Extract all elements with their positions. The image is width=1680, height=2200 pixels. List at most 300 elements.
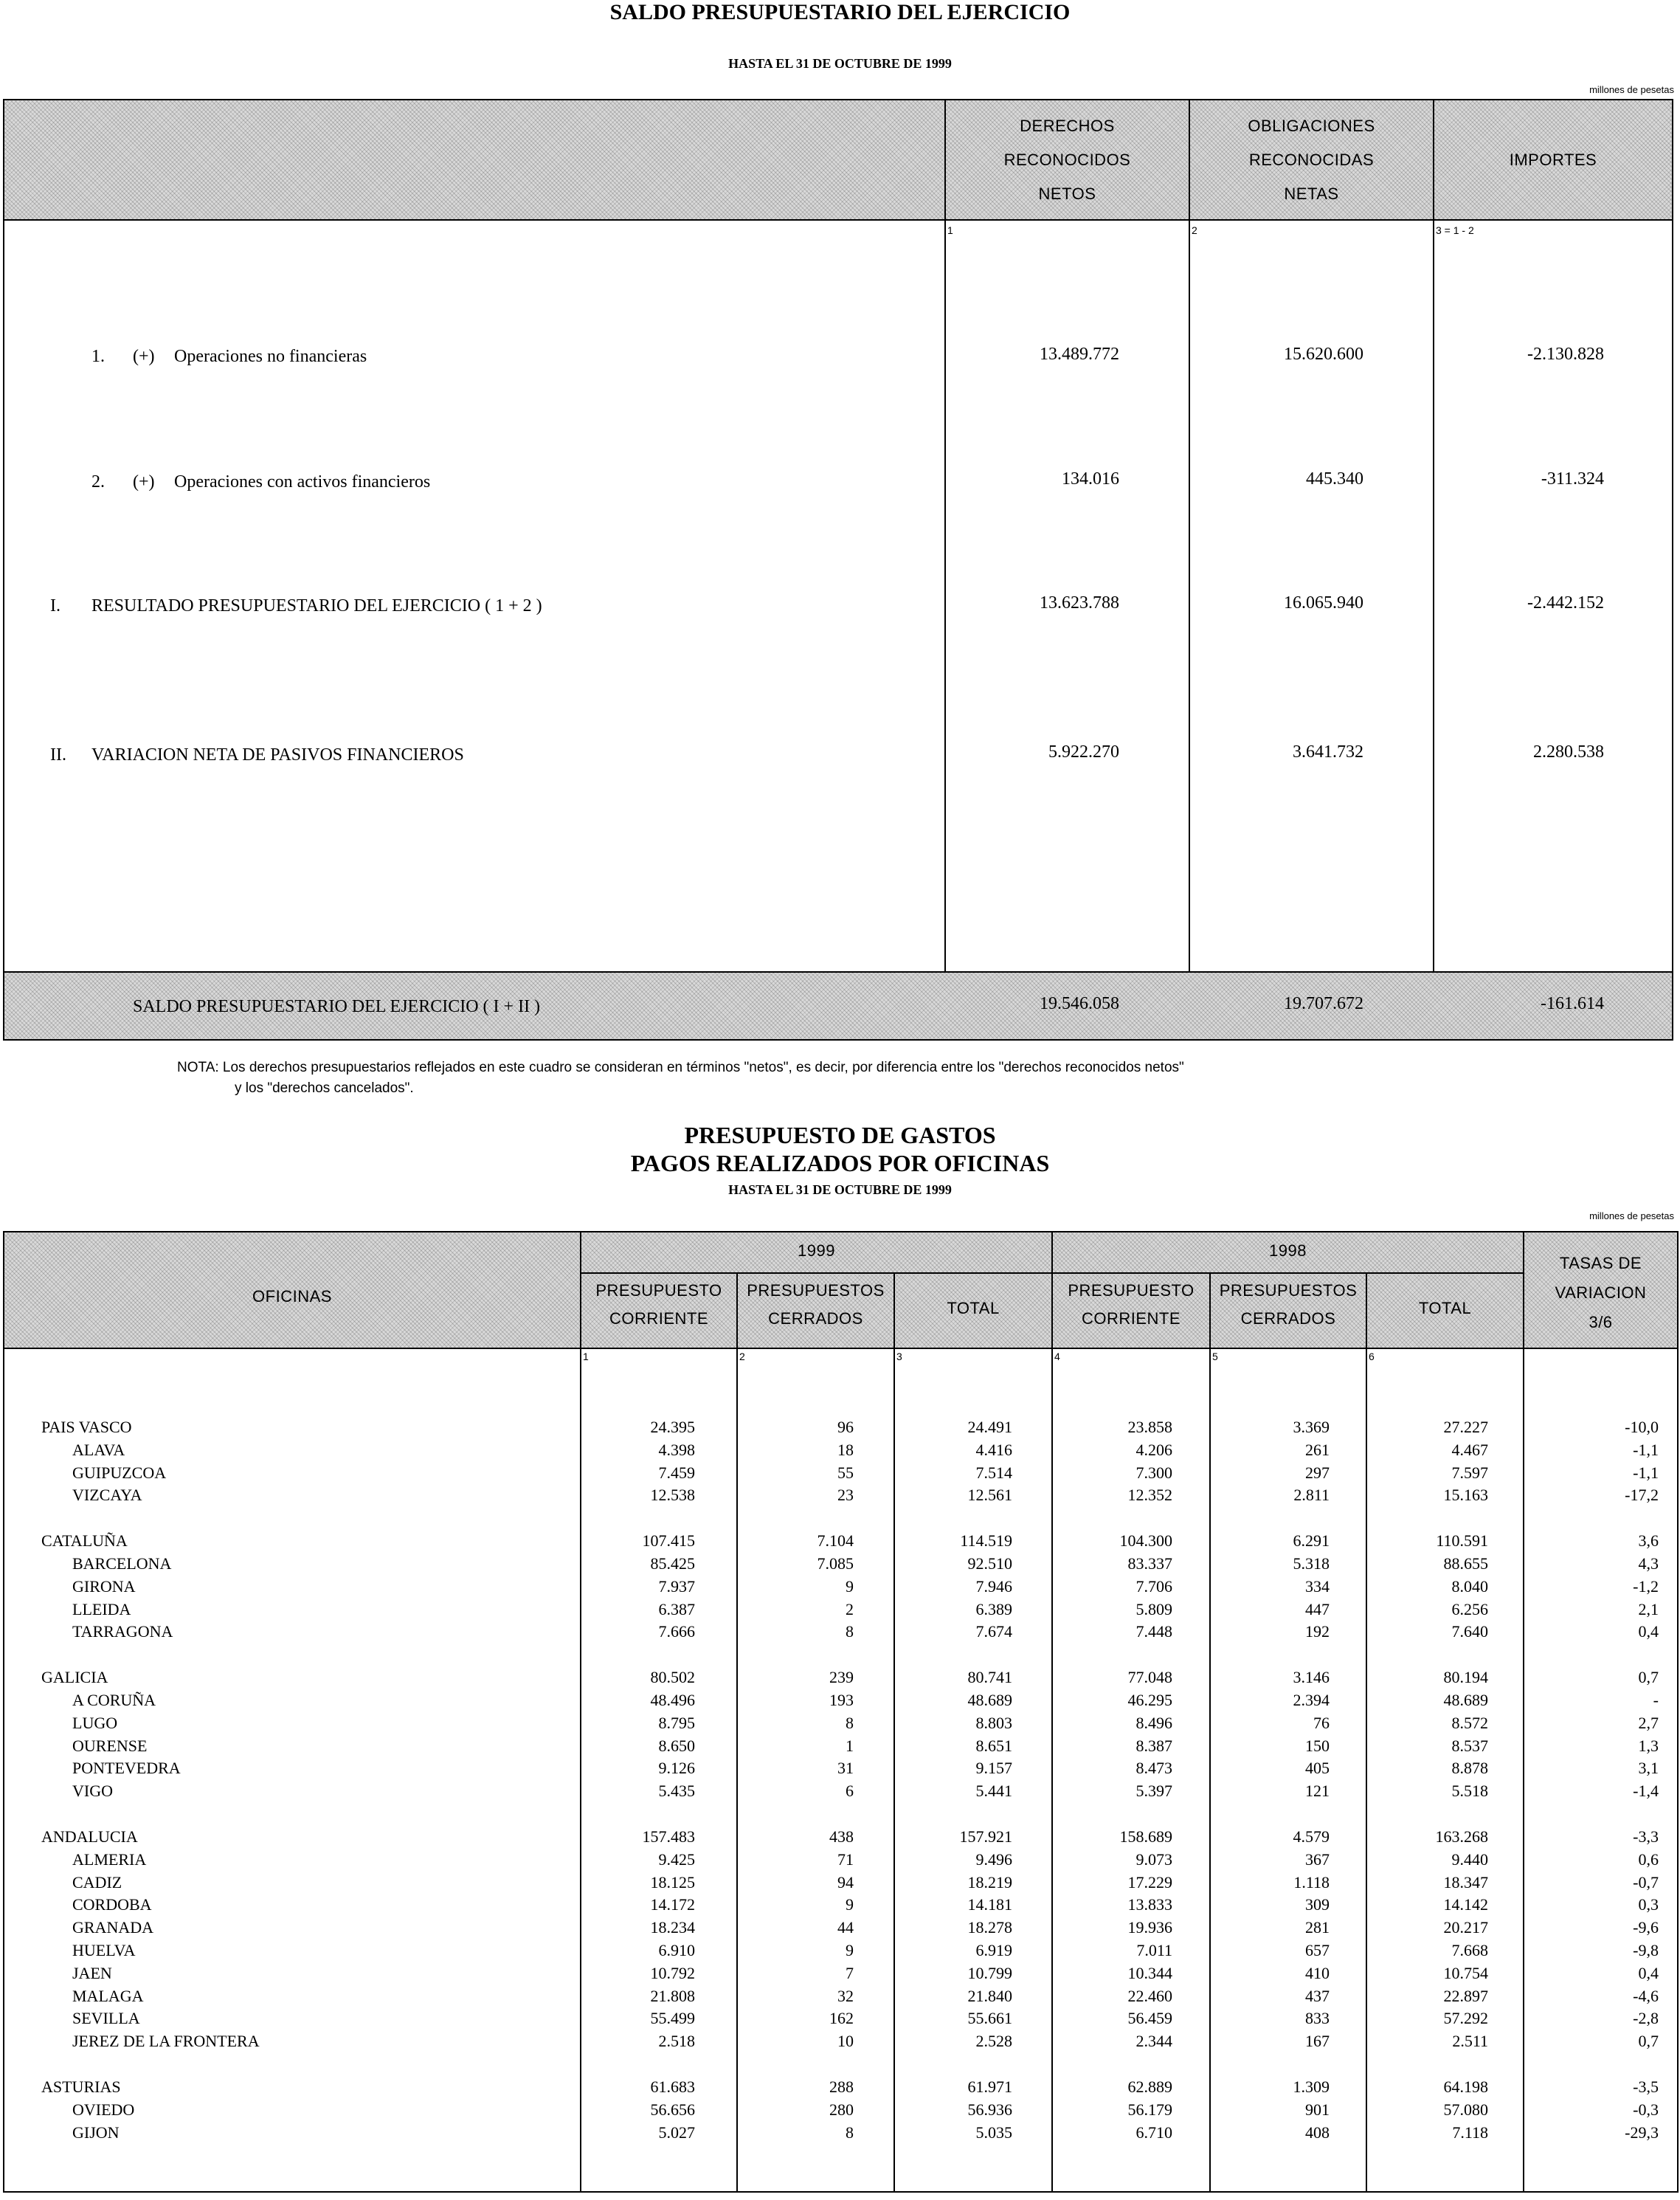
- cell-cerrados-1998: 167: [1305, 2032, 1330, 2051]
- office-name: HUELVA: [72, 1941, 136, 1959]
- row-value-derechos: 5.922.270: [1048, 742, 1119, 762]
- note-line-1: NOTA: Los derechos presupuestarios reflejados en este cuadro se consideran en términos "netos", es decir, por diferencia entre los "derechos reconocidos netos": [177, 1060, 1184, 1075]
- office-row: [0, 1962, 1680, 1985]
- cell-tasa-variacion: -1,1: [1633, 1463, 1659, 1482]
- cell-corriente-1999: 2.518: [658, 2032, 695, 2051]
- cell-total-1998: 7.640: [1451, 1622, 1488, 1641]
- cell-total-1998: 10.754: [1443, 1963, 1488, 1982]
- cell-corriente-1998: 7.011: [1136, 1941, 1172, 1959]
- col-number-5: 5: [1212, 1351, 1218, 1362]
- cell-corriente-1999: 9.425: [658, 1849, 695, 1869]
- region-name: GALICIA: [41, 1668, 108, 1687]
- cell-corriente-1998: 9.073: [1135, 1849, 1172, 1869]
- cell-cerrados-1998: 408: [1305, 2123, 1330, 2142]
- cell-cerrados-1998: 192: [1305, 1622, 1330, 1641]
- cell-cerrados-1999: 288: [829, 2077, 854, 2096]
- cell-total-1999: 7.946: [975, 1576, 1012, 1596]
- office-name: OURENSE: [72, 1736, 148, 1755]
- office-name: JAEN: [72, 1963, 112, 1982]
- cell-total-1998: 18.347: [1443, 1872, 1488, 1892]
- office-name: TARRAGONA: [72, 1622, 173, 1641]
- region-name: CATALUÑA: [41, 1531, 128, 1551]
- cell-cerrados-1999: 10: [837, 2032, 854, 2051]
- office-row: [0, 1483, 1680, 1506]
- cell-total-1998: 15.163: [1443, 1486, 1488, 1505]
- cell-tasa-variacion: -29,3: [1625, 2123, 1659, 2142]
- cell-corriente-1999: 55.499: [650, 2009, 695, 2028]
- office-row: [0, 1575, 1680, 1598]
- header-corriente-1999: PRESUPUESTO CORRIENTE: [595, 1281, 722, 1328]
- office-name: GRANADA: [72, 1918, 153, 1937]
- cell-corriente-1998: 10.344: [1127, 1963, 1172, 1982]
- cell-corriente-1999: 7.937: [658, 1576, 695, 1596]
- region-name: PAIS VASCO: [41, 1418, 132, 1436]
- cell-total-1998: 6.256: [1451, 1599, 1488, 1618]
- office-name: VIZCAYA: [72, 1486, 142, 1505]
- cell-tasa-variacion: -4,6: [1633, 1986, 1659, 2005]
- cell-corriente-1998: 83.337: [1127, 1554, 1172, 1573]
- office-name: CORDOBA: [72, 1895, 152, 1914]
- cell-total-1999: 157.921: [959, 1827, 1012, 1846]
- row-value-importes: -2.442.152: [1527, 593, 1604, 613]
- region-row: [0, 1825, 1680, 1848]
- header-cerrados-1998: PRESUPUESTOS CERRADOS: [1219, 1281, 1358, 1328]
- cell-cerrados-1998: 6.291: [1293, 1531, 1330, 1551]
- cell-cerrados-1999: 7.104: [817, 1531, 854, 1551]
- col-number-3: 3 = 1 - 2: [1436, 224, 1474, 236]
- cell-tasa-variacion: 3,1: [1638, 1759, 1659, 1778]
- cell-total-1999: 8.803: [975, 1713, 1012, 1732]
- cell-cerrados-1999: 9: [846, 1895, 854, 1914]
- cell-cerrados-1999: 193: [829, 1691, 854, 1709]
- total-value-importes: -161.614: [1541, 994, 1604, 1013]
- cell-corriente-1998: 62.889: [1127, 2077, 1172, 2096]
- cell-tasa-variacion: -3,5: [1633, 2077, 1659, 2096]
- region-row: [0, 1666, 1680, 1689]
- cell-corriente-1998: 158.689: [1119, 1827, 1172, 1846]
- cell-total-1999: 92.510: [967, 1554, 1012, 1573]
- cell-corriente-1998: 5.397: [1135, 1782, 1172, 1801]
- office-row: [0, 1893, 1680, 1916]
- cell-tasa-variacion: -9,8: [1633, 1941, 1659, 1959]
- row-value-importes: -2.130.828: [1527, 345, 1604, 364]
- cell-cerrados-1999: 6: [846, 1782, 854, 1801]
- cell-cerrados-1999: 7.085: [817, 1554, 854, 1573]
- cell-total-1999: 4.416: [975, 1440, 1012, 1459]
- row-label: VARIACION NETA DE PASIVOS FINANCIEROS: [91, 745, 464, 765]
- cell-cerrados-1999: 8: [846, 1622, 854, 1641]
- cell-cerrados-1998: 833: [1305, 2009, 1330, 2028]
- cell-total-1999: 10.799: [967, 1963, 1012, 1982]
- cell-total-1998: 7.118: [1452, 2123, 1488, 2142]
- cell-cerrados-1998: 3.369: [1293, 1418, 1330, 1436]
- cell-tasa-variacion: 2,7: [1638, 1713, 1659, 1732]
- row-value-derechos: 13.489.772: [1040, 345, 1119, 364]
- office-name: PONTEVEDRA: [72, 1759, 181, 1778]
- cell-cerrados-1998: 261: [1305, 1440, 1330, 1459]
- cell-cerrados-1998: 4.579: [1293, 1827, 1330, 1846]
- cell-cerrados-1998: 901: [1305, 2100, 1330, 2119]
- office-name: OVIEDO: [72, 2100, 135, 2119]
- col-number-4: 4: [1054, 1351, 1060, 1362]
- office-row: [0, 1711, 1680, 1734]
- cell-cerrados-1998: 657: [1305, 1941, 1330, 1959]
- row-value-importes: 2.280.538: [1533, 742, 1604, 762]
- cell-tasa-variacion: 0,4: [1638, 1963, 1659, 1982]
- cell-cerrados-1999: 44: [837, 1918, 854, 1937]
- cell-total-1999: 5.441: [975, 1782, 1012, 1801]
- cell-cerrados-1998: 437: [1305, 1986, 1330, 2005]
- cell-cerrados-1998: 297: [1305, 1463, 1330, 1482]
- cell-tasa-variacion: 3,6: [1638, 1531, 1659, 1551]
- cell-cerrados-1998: 405: [1305, 1759, 1330, 1778]
- cell-total-1999: 6.919: [975, 1941, 1012, 1959]
- region-name: ANDALUCIA: [41, 1827, 138, 1846]
- cell-total-1998: 64.198: [1443, 2077, 1488, 2096]
- cell-corriente-1999: 4.398: [658, 1440, 695, 1459]
- cell-total-1998: 27.227: [1443, 1418, 1488, 1436]
- cell-corriente-1998: 46.295: [1127, 1691, 1172, 1709]
- office-row: [0, 1689, 1680, 1711]
- cell-total-1998: 57.080: [1443, 2100, 1488, 2119]
- cell-cerrados-1999: 280: [829, 2100, 854, 2119]
- cell-total-1998: 14.142: [1443, 1895, 1488, 1914]
- cell-cerrados-1999: 9: [846, 1941, 854, 1959]
- cell-corriente-1999: 6.910: [658, 1941, 695, 1959]
- cell-total-1998: 110.591: [1436, 1531, 1488, 1551]
- cell-tasa-variacion: -9,6: [1633, 1918, 1659, 1937]
- cell-cerrados-1998: 2.811: [1293, 1486, 1330, 1505]
- total-value-obligaciones: 19.707.672: [1284, 994, 1363, 1013]
- col-number-2: 2: [1192, 224, 1197, 236]
- office-row: [0, 1779, 1680, 1802]
- row-number: 2.: [91, 472, 105, 492]
- cell-cerrados-1999: 2: [846, 1599, 854, 1618]
- cell-total-1998: 7.668: [1451, 1941, 1488, 1959]
- region-name: ASTURIAS: [41, 2077, 121, 2096]
- cell-corriente-1998: 8.496: [1135, 1713, 1172, 1732]
- cell-cerrados-1998: 1.118: [1293, 1872, 1330, 1892]
- row-value-derechos: 134.016: [1062, 469, 1119, 489]
- cell-total-1999: 18.278: [967, 1918, 1012, 1937]
- row-number: 1.: [91, 347, 105, 366]
- cell-corriente-1998: 2.344: [1135, 2032, 1172, 2051]
- total-value-derechos: 19.546.058: [1040, 994, 1119, 1013]
- office-row: [0, 1916, 1680, 1939]
- header-total-1998: TOTAL: [1418, 1299, 1472, 1317]
- cell-total-1999: 24.491: [967, 1418, 1012, 1436]
- cell-corriente-1998: 4.206: [1135, 1440, 1172, 1459]
- cell-total-1998: 8.537: [1451, 1736, 1488, 1755]
- region-row: [0, 1415, 1680, 1438]
- office-name: JEREZ DE LA FRONTERA: [72, 2032, 260, 2051]
- gastos-title-2: PAGOS REALIZADOS POR OFICINAS: [630, 1150, 1050, 1176]
- office-name: LLEIDA: [72, 1599, 131, 1618]
- gastos-title: PRESUPUESTO DE GASTOS: [684, 1122, 996, 1148]
- cell-corriente-1998: 7.300: [1135, 1463, 1172, 1482]
- cell-total-1998: 163.268: [1435, 1827, 1488, 1846]
- cell-cerrados-1998: 5.318: [1293, 1554, 1330, 1573]
- office-name: ALMERIA: [72, 1849, 147, 1869]
- saldo-unit: millones de pesetas: [1589, 84, 1674, 95]
- col-number-1: 1: [947, 224, 953, 236]
- cell-cerrados-1998: 3.146: [1293, 1668, 1330, 1687]
- cell-cerrados-1999: 239: [829, 1668, 854, 1687]
- cell-tasa-variacion: 0,3: [1638, 1895, 1659, 1914]
- cell-corriente-1999: 24.395: [650, 1418, 695, 1436]
- cell-tasa-variacion: -10,0: [1625, 1418, 1659, 1436]
- cell-corriente-1999: 8.795: [658, 1713, 695, 1732]
- gastos-subtitle: HASTA EL 31 DE OCTUBRE DE 1999: [728, 1182, 952, 1197]
- office-name: SEVILLA: [72, 2009, 140, 2028]
- cell-total-1998: 4.467: [1451, 1440, 1488, 1459]
- cell-corriente-1998: 7.448: [1135, 1622, 1172, 1641]
- cell-corriente-1999: 6.387: [658, 1599, 695, 1618]
- cell-total-1998: 80.194: [1443, 1668, 1488, 1687]
- cell-total-1998: 2.511: [1452, 2032, 1488, 2051]
- cell-cerrados-1998: 309: [1305, 1895, 1330, 1914]
- cell-corriente-1999: 48.496: [650, 1691, 695, 1709]
- cell-total-1998: 88.655: [1443, 1554, 1488, 1573]
- row-value-importes: -311.324: [1541, 469, 1604, 489]
- region-row: [0, 2075, 1680, 2098]
- office-row: [0, 1461, 1680, 1484]
- cell-total-1998: 8.040: [1451, 1576, 1488, 1596]
- cell-cerrados-1999: 9: [846, 1576, 854, 1596]
- col-number-3: 3: [896, 1351, 902, 1362]
- office-row: [0, 1939, 1680, 1962]
- office-row: [0, 2030, 1680, 2052]
- cell-total-1999: 5.035: [975, 2123, 1012, 2142]
- office-name: MALAGA: [72, 1986, 144, 2005]
- cell-total-1999: 80.741: [967, 1668, 1012, 1687]
- saldo-subtitle: HASTA EL 31 DE OCTUBRE DE 1999: [728, 56, 952, 71]
- header-total-1999: TOTAL: [947, 1299, 1000, 1317]
- cell-corriente-1998: 7.706: [1135, 1576, 1172, 1596]
- cell-tasa-variacion: 0,7: [1638, 2032, 1659, 2051]
- cell-cerrados-1998: 150: [1305, 1736, 1330, 1755]
- cell-tasa-variacion: -3,3: [1633, 1827, 1659, 1846]
- office-name: GIJON: [72, 2123, 120, 2142]
- cell-cerrados-1999: 23: [837, 1486, 854, 1505]
- cell-corriente-1998: 6.710: [1135, 2123, 1172, 2142]
- cell-total-1998: 8.878: [1451, 1759, 1488, 1778]
- cell-cerrados-1999: 162: [829, 2009, 854, 2028]
- cell-total-1999: 61.971: [967, 2077, 1012, 2096]
- cell-corriente-1999: 157.483: [642, 1827, 695, 1846]
- cell-tasa-variacion: -0,3: [1633, 2100, 1659, 2119]
- cell-tasa-variacion: 2,1: [1638, 1599, 1659, 1618]
- cell-corriente-1999: 5.435: [658, 1782, 695, 1801]
- cell-total-1998: 20.217: [1443, 1918, 1488, 1937]
- office-row: [0, 1985, 1680, 2007]
- cell-corriente-1999: 56.656: [650, 2100, 695, 2119]
- cell-tasa-variacion: -1,4: [1633, 1782, 1659, 1801]
- cell-total-1998: 22.897: [1443, 1986, 1488, 2005]
- gastos-unit: millones de pesetas: [1589, 1210, 1674, 1221]
- cell-total-1998: 9.440: [1451, 1849, 1488, 1869]
- cell-corriente-1998: 5.809: [1135, 1599, 1172, 1618]
- cell-total-1999: 48.689: [967, 1691, 1012, 1709]
- saldo-table: [3, 99, 1673, 1041]
- cell-cerrados-1999: 31: [837, 1759, 854, 1778]
- row-value-obligaciones: 3.641.732: [1293, 742, 1363, 762]
- header-cerrados-1999: PRESUPUESTOS CERRADOS: [747, 1281, 885, 1328]
- cell-corriente-1998: 17.229: [1127, 1872, 1172, 1892]
- cell-cerrados-1999: 55: [837, 1463, 854, 1482]
- row-label: Operaciones no financieras: [174, 347, 367, 366]
- cell-corriente-1998: 13.833: [1127, 1895, 1172, 1914]
- cell-corriente-1999: 18.234: [650, 1918, 695, 1937]
- office-name: A CORUÑA: [72, 1691, 156, 1709]
- cell-total-1999: 7.514: [975, 1463, 1012, 1482]
- office-row: [0, 2007, 1680, 2030]
- cell-corriente-1999: 10.792: [650, 1963, 695, 1982]
- cell-tasa-variacion: 1,3: [1638, 1736, 1659, 1755]
- cell-cerrados-1998: 367: [1305, 1849, 1330, 1869]
- office-name: ALAVA: [72, 1440, 125, 1459]
- cell-total-1999: 12.561: [967, 1486, 1012, 1505]
- cell-cerrados-1999: 7: [846, 1963, 854, 1982]
- cell-total-1999: 6.389: [975, 1599, 1012, 1618]
- cell-corriente-1999: 85.425: [650, 1554, 695, 1573]
- cell-corriente-1999: 107.415: [642, 1531, 695, 1551]
- cell-total-1999: 9.496: [975, 1849, 1012, 1869]
- cell-cerrados-1998: 1.309: [1293, 2077, 1330, 2096]
- cell-cerrados-1998: 281: [1305, 1918, 1330, 1937]
- cell-cerrados-1998: 410: [1305, 1963, 1330, 1982]
- cell-total-1999: 14.181: [967, 1895, 1012, 1914]
- cell-corriente-1999: 7.666: [658, 1622, 695, 1641]
- office-row: [0, 1598, 1680, 1621]
- cell-tasa-variacion: -2,8: [1633, 2009, 1659, 2028]
- header-corriente-1998: PRESUPUESTO CORRIENTE: [1068, 1281, 1195, 1328]
- cell-total-1999: 21.840: [967, 1986, 1012, 2005]
- cell-total-1999: 2.528: [975, 2032, 1012, 2051]
- office-row: [0, 1756, 1680, 1779]
- cell-tasa-variacion: -17,2: [1625, 1486, 1659, 1505]
- cell-total-1999: 114.519: [960, 1531, 1012, 1551]
- cell-cerrados-1999: 8: [846, 2123, 854, 2142]
- cell-tasa-variacion: 0,4: [1638, 1622, 1659, 1641]
- office-row: [0, 1871, 1680, 1894]
- header-tasas: TASAS DE VARIACION 3/6: [1555, 1254, 1647, 1331]
- cell-tasa-variacion: 0,7: [1638, 1668, 1659, 1687]
- cell-total-1999: 7.674: [975, 1622, 1012, 1641]
- col-number-2: 2: [739, 1351, 745, 1362]
- office-name: LUGO: [72, 1713, 118, 1732]
- row-label: RESULTADO PRESUPUESTARIO DEL EJERCICIO ( 1 + 2 ): [91, 596, 542, 615]
- cell-corriente-1999: 5.027: [658, 2123, 695, 2142]
- row-sign: (+): [133, 347, 155, 366]
- cell-total-1998: 7.597: [1451, 1463, 1488, 1482]
- cell-corriente-1998: 12.352: [1127, 1486, 1172, 1505]
- cell-tasa-variacion: 0,6: [1638, 1849, 1659, 1869]
- office-name: GIRONA: [72, 1576, 136, 1596]
- region-row: [0, 1529, 1680, 1552]
- cell-cerrados-1998: 121: [1305, 1782, 1330, 1801]
- office-name: VIGO: [72, 1782, 113, 1801]
- cell-total-1998: 8.572: [1451, 1713, 1488, 1732]
- cell-cerrados-1999: 32: [837, 1986, 854, 2005]
- note-line-2: y los "derechos cancelados".: [235, 1080, 414, 1096]
- row-sign: (+): [133, 472, 155, 492]
- cell-corriente-1998: 77.048: [1127, 1668, 1172, 1687]
- cell-corriente-1999: 21.808: [650, 1986, 695, 2005]
- col-number-1: 1: [583, 1351, 589, 1362]
- header-year-1998: 1998: [1269, 1241, 1307, 1260]
- header-importes: IMPORTES: [1509, 151, 1597, 169]
- cell-total-1998: 5.518: [1451, 1782, 1488, 1801]
- office-name: GUIPUZCOA: [72, 1463, 167, 1482]
- cell-cerrados-1999: 18: [837, 1440, 854, 1459]
- cell-total-1999: 8.651: [975, 1736, 1012, 1755]
- header-derechos: DERECHOS RECONOCIDOS NETOS: [1003, 117, 1131, 203]
- cell-cerrados-1999: 94: [837, 1872, 854, 1892]
- cell-tasa-variacion: 4,3: [1638, 1554, 1659, 1573]
- cell-cerrados-1999: 1: [846, 1736, 854, 1755]
- cell-cerrados-1999: 438: [829, 1827, 854, 1846]
- cell-corriente-1999: 7.459: [658, 1463, 695, 1482]
- office-name: BARCELONA: [72, 1554, 172, 1573]
- cell-tasa-variacion: -0,7: [1633, 1872, 1659, 1892]
- office-row: [0, 1620, 1680, 1643]
- cell-total-1999: 18.219: [967, 1872, 1012, 1892]
- cell-cerrados-1999: 96: [837, 1418, 854, 1436]
- cell-corriente-1998: 56.179: [1127, 2100, 1172, 2119]
- cell-corriente-1999: 14.172: [650, 1895, 695, 1914]
- col-number-6: 6: [1369, 1351, 1375, 1362]
- row-number: II.: [50, 745, 66, 765]
- row-value-obligaciones: 15.620.600: [1284, 345, 1363, 364]
- cell-corriente-1999: 12.538: [650, 1486, 695, 1505]
- header-oficinas: OFICINAS: [252, 1287, 332, 1306]
- cell-tasa-variacion: -1,1: [1633, 1440, 1659, 1459]
- cell-cerrados-1998: 2.394: [1293, 1691, 1330, 1709]
- office-name: CADIZ: [72, 1872, 122, 1892]
- cell-corriente-1998: 56.459: [1127, 2009, 1172, 2028]
- cell-corriente-1998: 8.387: [1135, 1736, 1172, 1755]
- cell-cerrados-1998: 334: [1305, 1576, 1330, 1596]
- cell-total-1999: 9.157: [975, 1759, 1012, 1778]
- cell-corriente-1998: 19.936: [1127, 1918, 1172, 1937]
- office-row: [0, 2098, 1680, 2121]
- cell-corriente-1998: 104.300: [1119, 1531, 1172, 1551]
- cell-total-1999: 55.661: [967, 2009, 1012, 2028]
- cell-cerrados-1999: 8: [846, 1713, 854, 1732]
- cell-corriente-1999: 8.650: [658, 1736, 695, 1755]
- cell-cerrados-1998: 447: [1305, 1599, 1330, 1618]
- cell-corriente-1999: 80.502: [650, 1668, 695, 1687]
- cell-cerrados-1999: 71: [837, 1849, 854, 1869]
- header-year-1999: 1999: [798, 1241, 835, 1260]
- row-value-obligaciones: 16.065.940: [1284, 593, 1363, 613]
- row-value-derechos: 13.623.788: [1040, 593, 1119, 613]
- office-row: [0, 1552, 1680, 1575]
- cell-cerrados-1998: 76: [1313, 1713, 1330, 1732]
- office-row: [0, 2121, 1680, 2144]
- saldo-title: SALDO PRESUPUESTARIO DEL EJERCICIO: [609, 0, 1071, 24]
- cell-corriente-1999: 18.125: [650, 1872, 695, 1892]
- total-label: SALDO PRESUPUESTARIO DEL EJERCICIO ( I + II ): [133, 997, 541, 1016]
- cell-total-1999: 56.936: [967, 2100, 1012, 2119]
- row-value-obligaciones: 445.340: [1306, 469, 1363, 489]
- cell-corriente-1998: 23.858: [1127, 1418, 1172, 1436]
- header-obligaciones: OBLIGACIONES RECONOCIDAS NETAS: [1248, 117, 1375, 203]
- cell-corriente-1999: 61.683: [650, 2077, 695, 2096]
- row-label: Operaciones con activos financieros: [174, 472, 431, 492]
- cell-corriente-1999: 9.126: [658, 1759, 695, 1778]
